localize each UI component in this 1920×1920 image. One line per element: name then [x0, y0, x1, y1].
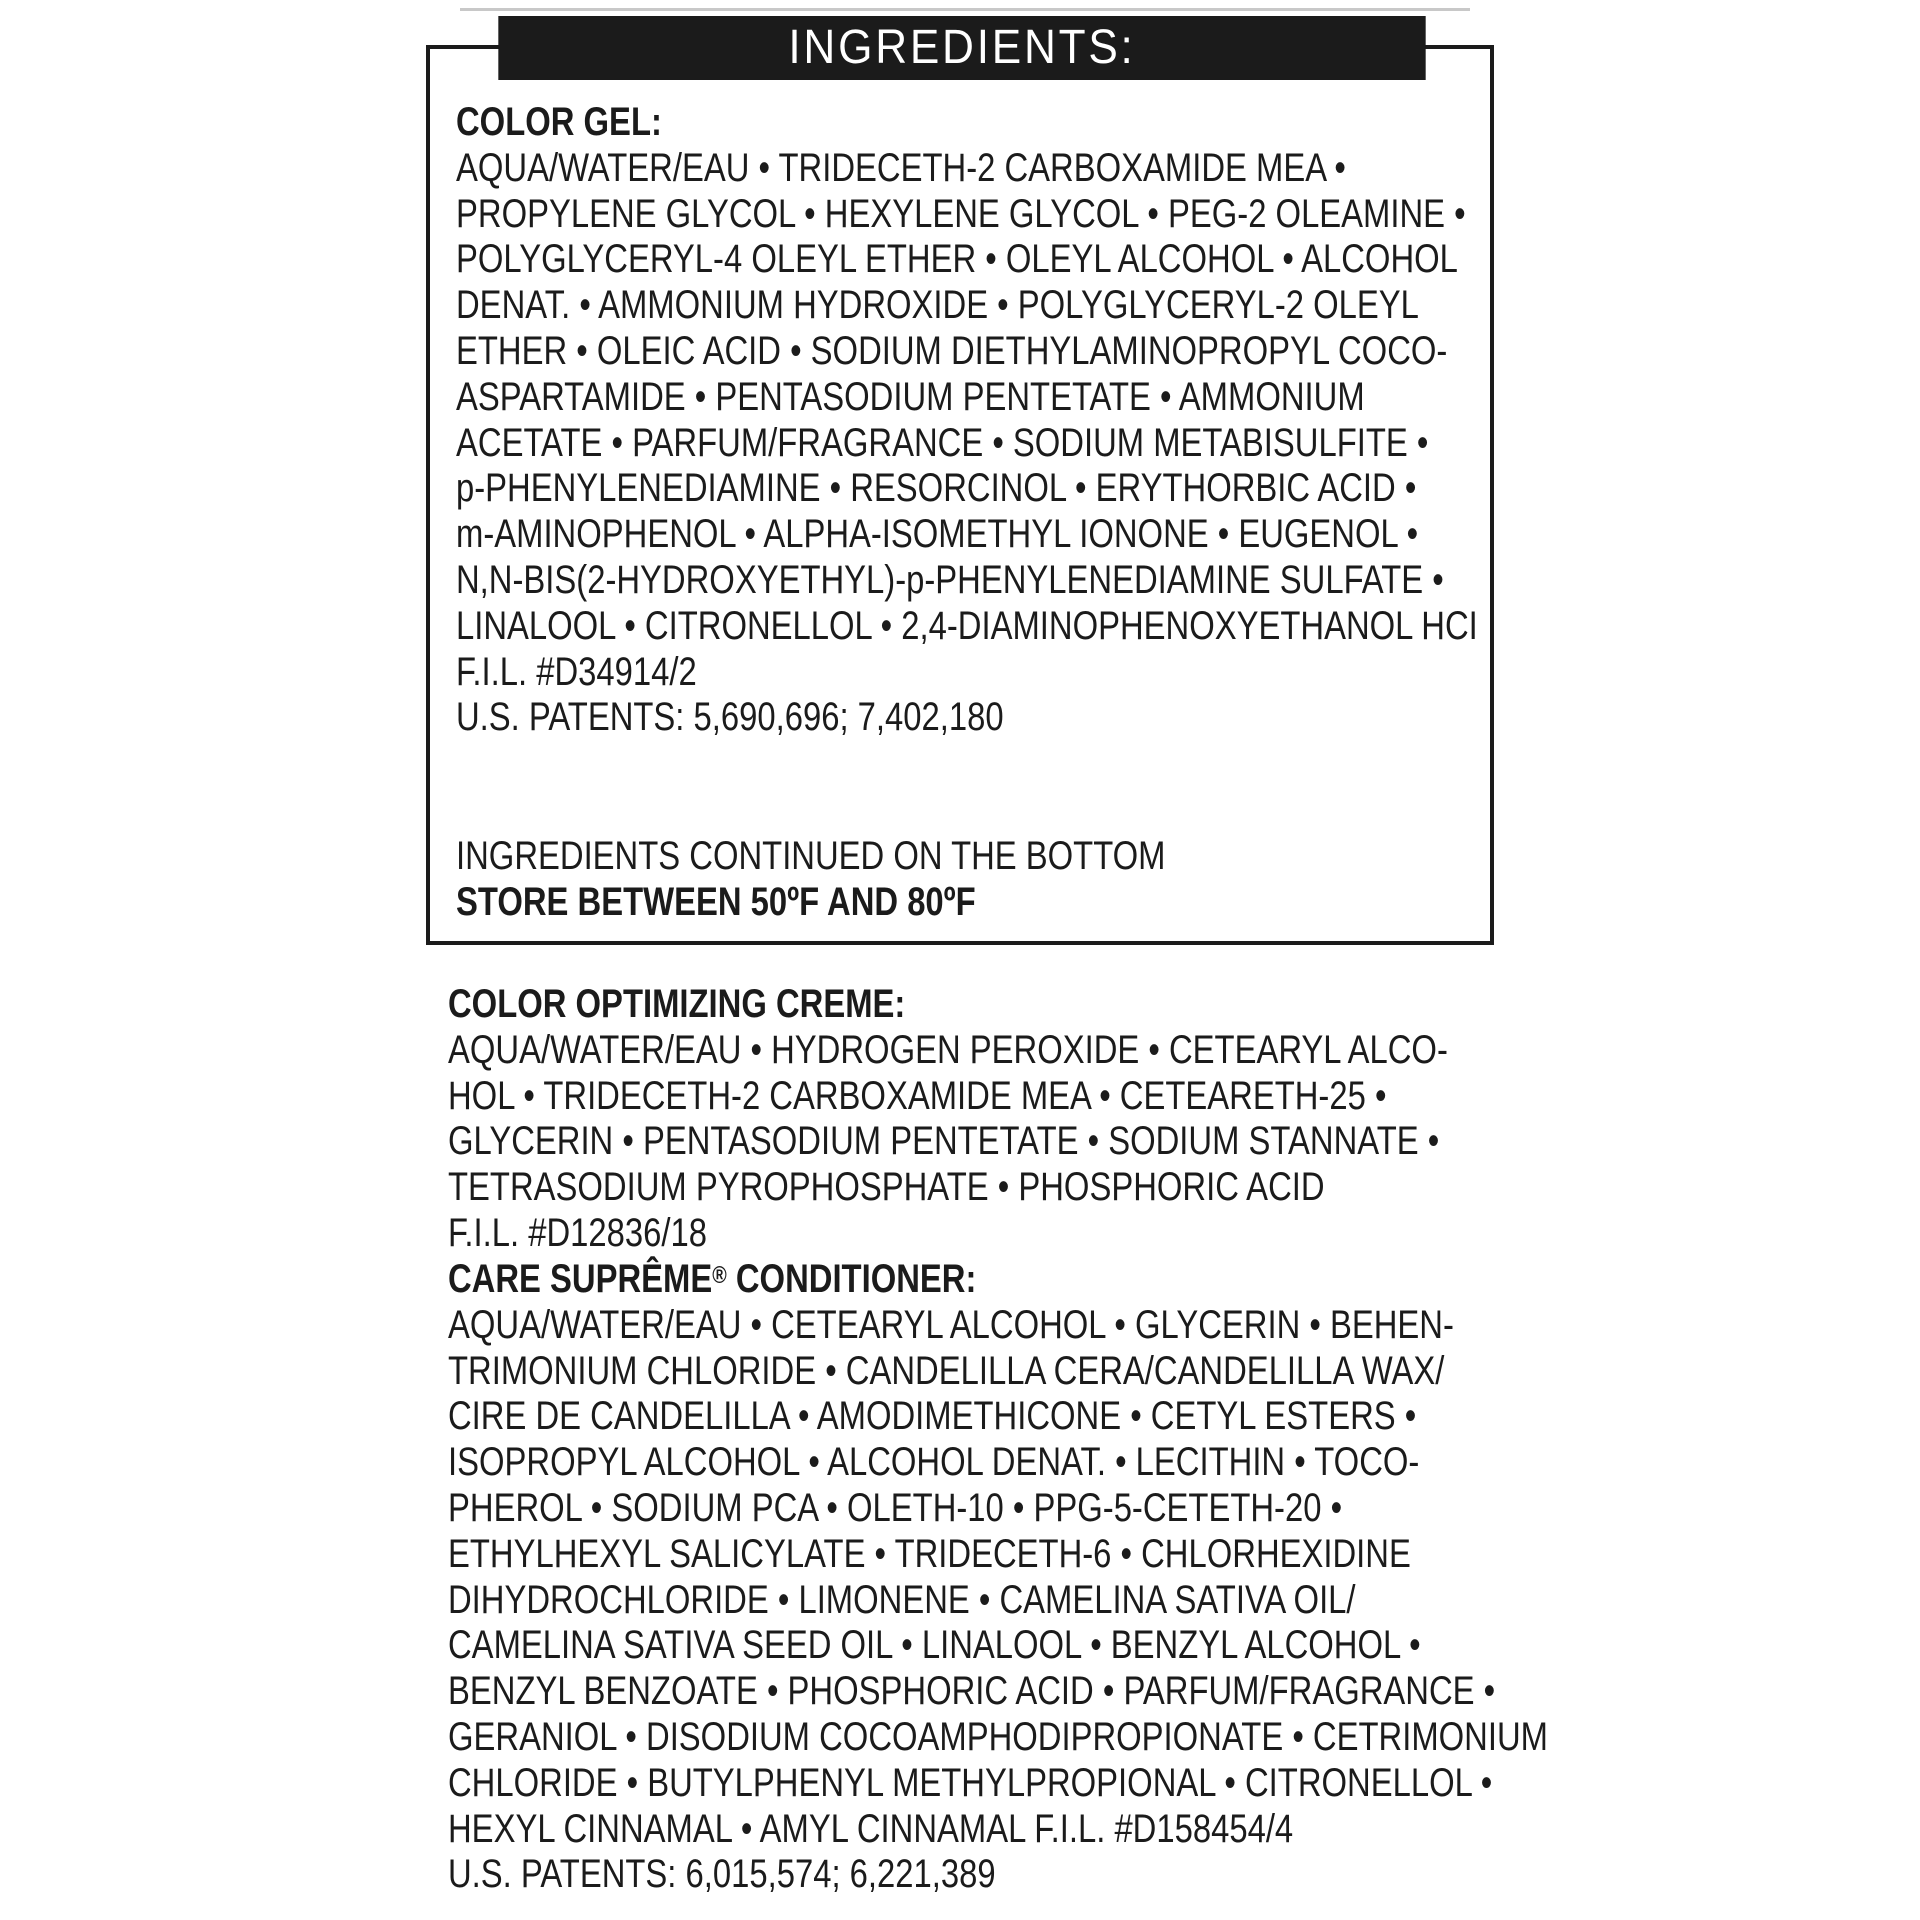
color-gel-line: DENAT. • AMMONIUM HYDROXIDE • POLYGLYCERYL-2 OLEYL	[456, 283, 1419, 328]
color-gel-line: m-AMINOPHENOL • ALPHA-ISOMETHYL IONONE • EUGENOL •	[456, 512, 1419, 557]
conditioner-line: GERANIOL • DISODIUM COCOAMPHODIPROPIONATE • CETRIMONIUM	[448, 1714, 1548, 1759]
conditioner-heading-suffix: CONDITIONER:	[726, 1257, 977, 1301]
color-gel-section	[456, 100, 1478, 741]
conditioner-heading-name: CARE SUPRÊME	[448, 1257, 713, 1301]
color-gel-line: N,N-BIS(2-HYDROXYETHYL)-p-PHENYLENEDIAMINE SULFATE •	[456, 557, 1444, 602]
conditioner-line: TRIMONIUM CHLORIDE • CANDELILLA CERA/CANDELILLA WAX/	[448, 1348, 1445, 1393]
creme-fil: F.I.L. #D12836/18	[448, 1210, 707, 1255]
conditioner-line: HEXYL CINNAMAL • AMYL CINNAMAL F.I.L. #D158454/4	[448, 1806, 1294, 1851]
conditioner-line: DIHYDROCHLORIDE • LIMONENE • CAMELINA SATIVA OIL/	[448, 1577, 1356, 1622]
color-gel-patents: U.S. PATENTS: 5,690,696; 7,402,180	[456, 695, 1004, 740]
color-gel-line: LINALOOL • CITRONELLOL • 2,4-DIAMINOPHENOXYETHANOL HCI	[456, 603, 1478, 648]
continued-note: INGREDIENTS CONTINUED ON THE BOTTOM	[456, 834, 1166, 878]
color-gel-line: p-PHENYLENEDIAMINE • RESORCINOL • ERYTHORBIC ACID •	[456, 466, 1417, 511]
conditioner-heading	[448, 1257, 1548, 1303]
creme-line: AQUA/WATER/EAU • HYDROGEN PEROXIDE • CETEARYL ALCO-	[448, 1027, 1448, 1072]
color-gel-line: ASPARTAMIDE • PENTASODIUM PENTETATE • AMMONIUM	[456, 374, 1365, 419]
conditioner-line: ETHYLHEXYL SALICYLATE • TRIDECETH-6 • CHLORHEXIDINE	[448, 1531, 1411, 1576]
storage-note: STORE BETWEEN 50ºF AND 80ºF	[456, 880, 976, 924]
color-gel-line: ETHER • OLEIC ACID • SODIUM DIETHYLAMINOPROPYL COCO-	[456, 328, 1448, 373]
conditioner-line: AQUA/WATER/EAU • CETEARYL ALCOHOL • GLYCERIN • BEHEN-	[448, 1302, 1454, 1347]
color-gel-line: ACETATE • PARFUM/FRAGRANCE • SODIUM METABISULFITE •	[456, 420, 1429, 465]
creme-line: GLYCERIN • PENTASODIUM PENTETATE • SODIUM STANNATE •	[448, 1119, 1440, 1164]
color-gel-line: PROPYLENE GLYCOL • HEXYLENE GLYCOL • PEG-2 OLEAMINE •	[456, 191, 1466, 236]
conditioner-line: CAMELINA SATIVA SEED OIL • LINALOOL • BENZYL ALCOHOL •	[448, 1623, 1421, 1668]
conditioner-line: BENZYL BENZOATE • PHOSPHORIC ACID • PARFUM/FRAGRANCE •	[448, 1669, 1496, 1714]
top-divider	[460, 8, 1470, 11]
conditioner-section	[448, 1257, 1548, 1898]
conditioner-line: ISOPROPYL ALCOHOL • ALCOHOL DENAT. • LECITHIN • TOCO-	[448, 1440, 1420, 1485]
color-gel-heading: COLOR GEL:	[456, 100, 662, 144]
conditioner-line: PHEROL • SODIUM PCA • OLETH-10 • PPG-5-CETETH-20 •	[448, 1485, 1343, 1530]
color-gel-line: POLYGLYCERYL-4 OLEYL ETHER • OLEYL ALCOHOL • ALCOHOL	[456, 237, 1458, 282]
creme-line: TETRASODIUM PYROPHOSPHATE • PHOSPHORIC ACID	[448, 1165, 1325, 1210]
conditioner-line: CIRE DE CANDELILLA • AMODIMETHICONE • CETYL ESTERS •	[448, 1394, 1417, 1439]
creme-line: HOL • TRIDECETH-2 CARBOXAMIDE MEA • CETEARETH-25 •	[448, 1073, 1387, 1118]
ingredients-header: INGREDIENTS:	[498, 16, 1425, 80]
color-gel-line: AQUA/WATER/EAU • TRIDECETH-2 CARBOXAMIDE MEA •	[456, 145, 1346, 190]
creme-heading: COLOR OPTIMIZING CREME:	[448, 982, 906, 1026]
color-gel-fil: F.I.L. #D34914/2	[456, 649, 697, 694]
creme-section	[448, 982, 1448, 1257]
conditioner-line: CHLORIDE • BUTYLPHENYL METHYLPROPIONAL • CITRONELLOL •	[448, 1760, 1493, 1805]
conditioner-patents: U.S. PATENTS: 6,015,574; 6,221,389	[448, 1852, 996, 1897]
registered-mark: ®	[712, 1262, 727, 1289]
